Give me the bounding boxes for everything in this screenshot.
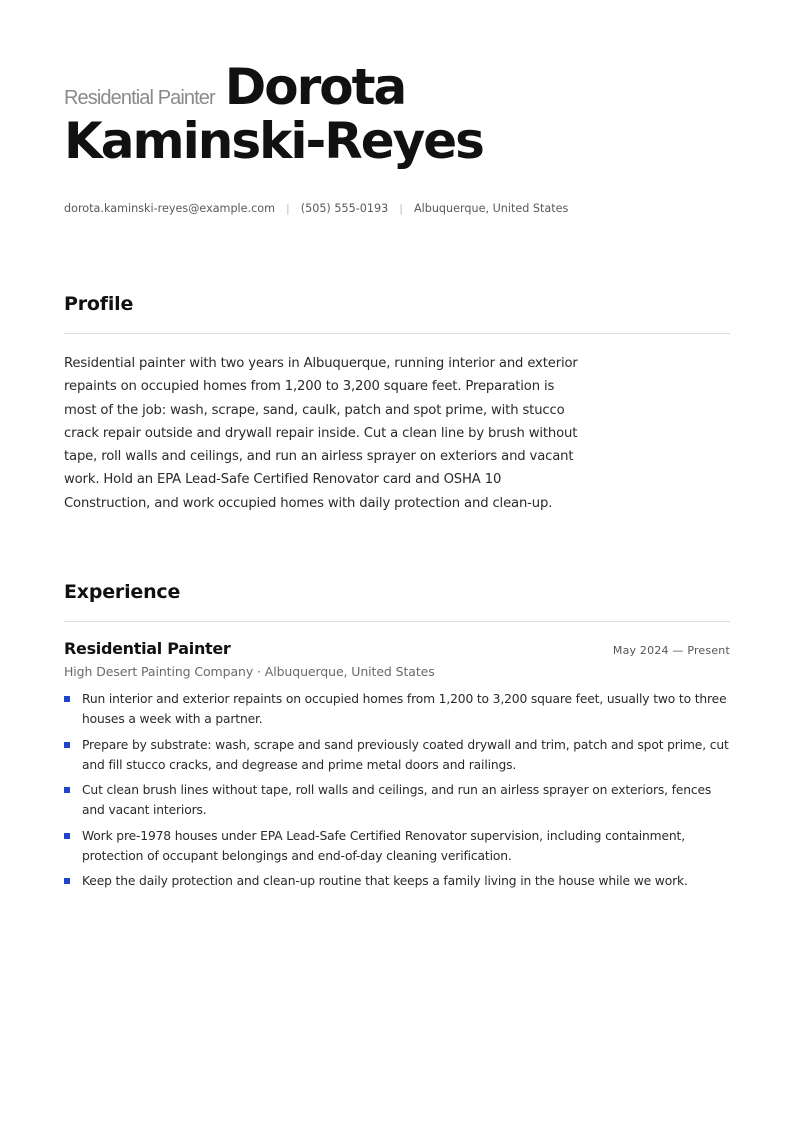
profile-heading: Profile — [64, 293, 134, 315]
bullet-square-icon — [64, 696, 70, 702]
title-line — [64, 60, 730, 114]
resume-header — [64, 0, 730, 215]
job-dates: May 2024 — Present — [612, 644, 730, 657]
job-header — [64, 639, 730, 658]
profile-text: Residential painter with two years in Albuquerque, running interior and exterior repaints on occupied homes from 1,200 to 3,200 square feet. Preparation is most of the job: wash, scrape, sand, caulk, patch and spot prime, with stucco crack repair outside and drywall repair inside. Cut a clean line by brush without tape, roll walls and ceilings, and run an airless sprayer on exteriors and vacant work. Hold an EPA Lead-Safe Certified Renovator card and OSHA 10 Construction, and work occupied homes with daily protection and clean-up. — [64, 356, 578, 511]
job-bullets — [64, 689, 730, 891]
job-bullet — [64, 871, 730, 891]
job-bullet — [64, 735, 730, 775]
bullet-square-icon — [64, 742, 70, 748]
contact-separator: | — [399, 202, 403, 215]
name-last: Kaminski-Reyes — [64, 112, 483, 170]
profile-divider — [64, 333, 730, 334]
bullet-square-icon — [64, 878, 70, 884]
contact-phone[interactable]: (505) 555-0193 — [300, 202, 389, 215]
job-title: Residential Painter — [64, 87, 215, 109]
job-bullet — [64, 689, 730, 729]
contact-line — [64, 202, 730, 215]
bullet-square-icon — [64, 833, 70, 839]
job-company: High Desert Painting Company · Albuquerque, United States — [64, 664, 435, 679]
job-bullet-text: Keep the daily protection and clean-up routine that keeps a family living in the house while we work. — [82, 874, 688, 888]
job-role: Residential Painter — [64, 639, 231, 658]
job-entry — [64, 639, 730, 897]
job-bullet — [64, 826, 730, 866]
job-bullet — [64, 780, 730, 820]
job-bullet-text: Work pre-1978 houses under EPA Lead-Safe Certified Renovator supervision, including containment, protection of occupant belongings and end-of-day cleaning verification. — [82, 828, 685, 863]
bullet-square-icon — [64, 787, 70, 793]
job-bullet-text: Prepare by substrate: wash, scrape and sand previously coated drywall and trim, patch and spot prime, cut and fill stucco cracks, and degrease and prime metal doors and railings. — [82, 737, 729, 772]
job-bullet-text: Cut clean brush lines without tape, roll walls and ceilings, and run an airless sprayer on exteriors, fences and vacant interiors. — [82, 783, 712, 817]
experience-heading: Experience — [64, 581, 181, 603]
contact-separator: | — [286, 202, 290, 215]
contact-email[interactable]: dorota.kaminski-reyes@example.com — [64, 202, 275, 215]
job-bullet-text: Run interior and exterior repaints on occupied homes from 1,200 to 3,200 square feet, usually two to three houses a week with a partner. — [82, 692, 727, 726]
name-first: Dorota — [224, 58, 406, 116]
contact-location: Albuquerque, United States — [413, 202, 569, 215]
experience-divider — [64, 621, 730, 622]
resume-page — [64, 0, 730, 888]
